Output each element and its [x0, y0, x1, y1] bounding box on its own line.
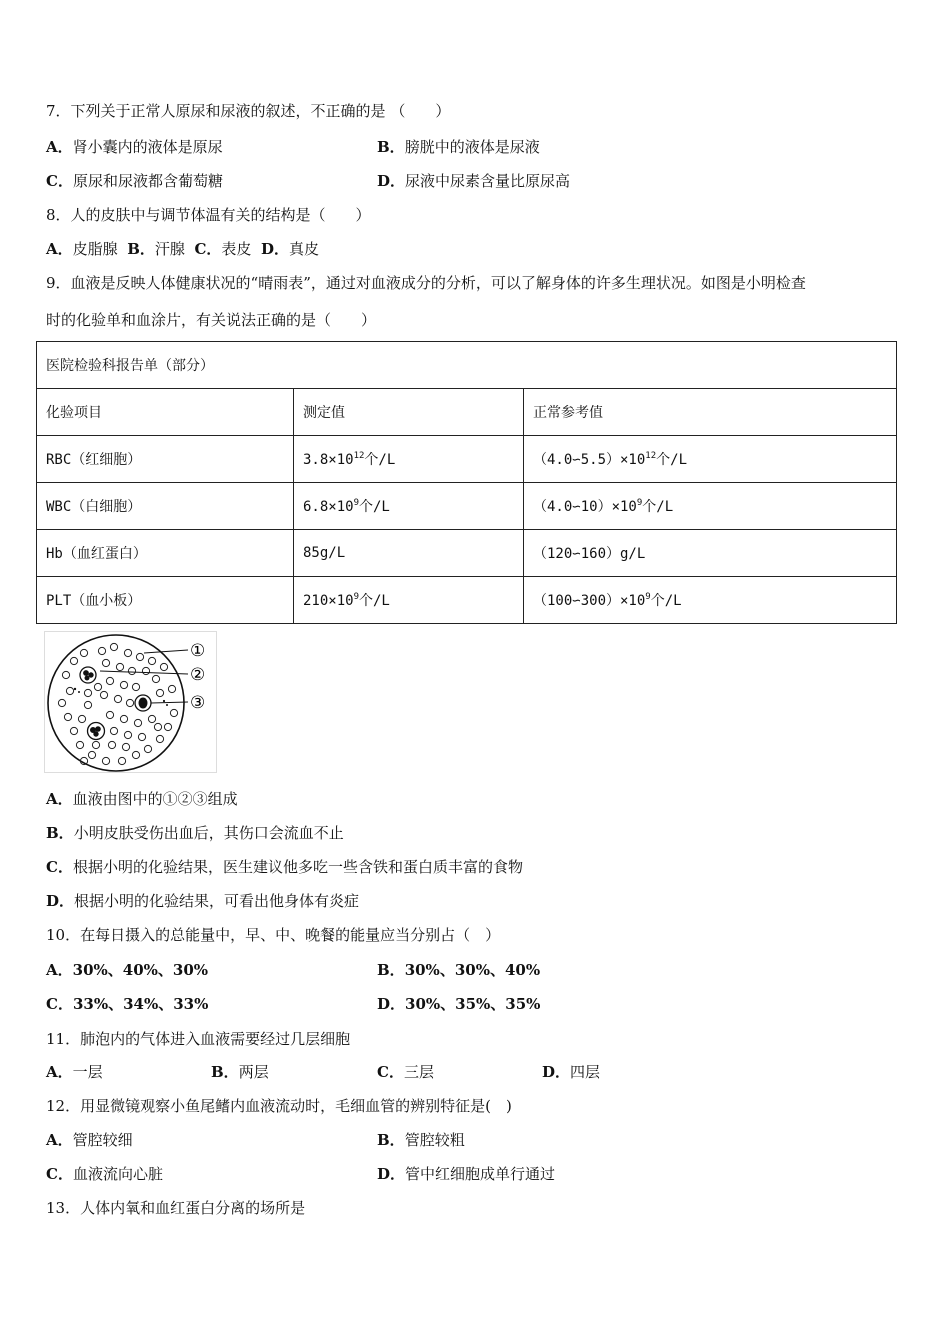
q8-option-b[interactable]: B．汗腺 [127, 240, 185, 258]
table-row [37, 436, 897, 483]
q8-option-c[interactable]: C．表皮 [194, 240, 252, 258]
q10-option-d[interactable]: D．30%、35%、35% [377, 995, 541, 1013]
q10-option-c[interactable]: C．33%、34%、33% [46, 995, 209, 1013]
q11-option-c[interactable]: C．三层 [377, 1063, 434, 1081]
q7-option-d[interactable]: D．尿液中尿素含量比原尿高 [377, 172, 571, 190]
row-reference: （120∽160）g/L [524, 530, 897, 577]
q12-option-a[interactable]: A．管腔较细 [46, 1131, 133, 1149]
q9-option-a[interactable]: A．血液由图中的①②③组成 [46, 790, 238, 808]
q9-option-d[interactable]: D．根据小明的化验结果，可看出他身体有炎症 [46, 892, 360, 910]
row-value: $210\times 10^9$个/L [294, 577, 524, 624]
q11-option-d[interactable]: D．四层 [542, 1063, 601, 1081]
lab-report-table [36, 341, 897, 624]
q9-stem-line1: 9．血液是反映人体健康状况的“晴雨表”，通过对血液成分的分析，可以了解身体的许多生理状况。如图是小明检查 [46, 274, 806, 292]
q9-stem-line2: 时的化验单和血涂片，有关说法正确的是（ ） [46, 311, 377, 329]
q8-option-d[interactable]: D．真皮 [260, 240, 319, 258]
row-value: $6.8\times 10^9$个/L [294, 483, 524, 530]
row-reference: $(100∽300)\times 10^9$个/L [524, 577, 897, 624]
q10-option-a[interactable]: A．30%、40%、30% [46, 961, 209, 979]
q9-option-b[interactable]: B．小明皮肤受伤出血后，其伤口会流血不止 [46, 824, 344, 842]
row-item: WBC（白细胞） [37, 483, 294, 530]
label-3: ③ [190, 693, 206, 713]
row-value: $3.8\times 10^{12}$个/L [294, 436, 524, 483]
q10-stem: 10．在每日摄入的总能量中，早、中、晚餐的能量应当分别占（ ） [46, 926, 501, 944]
q12-stem: 12．用显微镜观察小鱼尾鳍内血液流动时，毛细血管的辨别特征是( ) [46, 1097, 512, 1115]
row-item: RBC（红细胞） [37, 436, 294, 483]
q11-option-b[interactable]: B．两层 [211, 1063, 269, 1081]
q12-option-c[interactable]: C．血液流向心脏 [46, 1165, 163, 1183]
table-row [37, 483, 897, 530]
q7-option-a[interactable]: A．肾小囊内的液体是原尿 [46, 138, 223, 156]
q10-option-b[interactable]: B．30%、30%、40% [377, 961, 541, 979]
white-blood-cell [88, 723, 105, 740]
white-blood-cell [135, 695, 151, 711]
row-value: 85g/L [294, 530, 524, 577]
q11-stem: 11．肺泡内的气体进入血液需要经过几层细胞 [46, 1030, 351, 1048]
report-title: 医院检验科报告单（部分） [37, 342, 897, 389]
blood-smear-figure [44, 631, 217, 773]
header-item: 化验项目 [37, 389, 294, 436]
header-value: 测定值 [294, 389, 524, 436]
q12-option-d[interactable]: D．管中红细胞成单行通过 [377, 1165, 556, 1183]
table-row [37, 530, 897, 577]
q9-option-c[interactable]: C．根据小明的化验结果，医生建议他多吃一些含铁和蛋白质丰富的食物 [46, 858, 523, 876]
q8-option-a[interactable]: A．皮脂腺 [46, 240, 118, 258]
q7-stem: 7．下列关于正常人原尿和尿液的叙述，不正确的是 （ ） [46, 102, 451, 120]
q13-stem: 13．人体内氧和血红蛋白分离的场所是 [46, 1199, 306, 1217]
q12-option-b[interactable]: B．管腔较粗 [377, 1131, 465, 1149]
q8-options [46, 239, 319, 259]
white-blood-cell [80, 667, 96, 683]
row-item: Hb（血红蛋白） [37, 530, 294, 577]
q7-option-b[interactable]: B．膀胱中的液体是尿液 [377, 138, 540, 156]
q11-option-a[interactable]: A．一层 [46, 1063, 103, 1081]
label-1: ① [190, 641, 206, 661]
table-row [37, 577, 897, 624]
q8-stem: 8．人的皮肤中与调节体温有关的结构是（ ） [46, 206, 371, 224]
row-item: PLT（血小板） [37, 577, 294, 624]
q7-option-c[interactable]: C．原尿和尿液都含葡萄糖 [46, 172, 223, 190]
row-reference: $(4.0∽10)\times 10^9$个/L [524, 483, 897, 530]
label-2: ② [190, 665, 206, 685]
header-reference: 正常参考值 [524, 389, 897, 436]
row-reference: $(4.0∽5.5)\times 10^{12}$个/L [524, 436, 897, 483]
